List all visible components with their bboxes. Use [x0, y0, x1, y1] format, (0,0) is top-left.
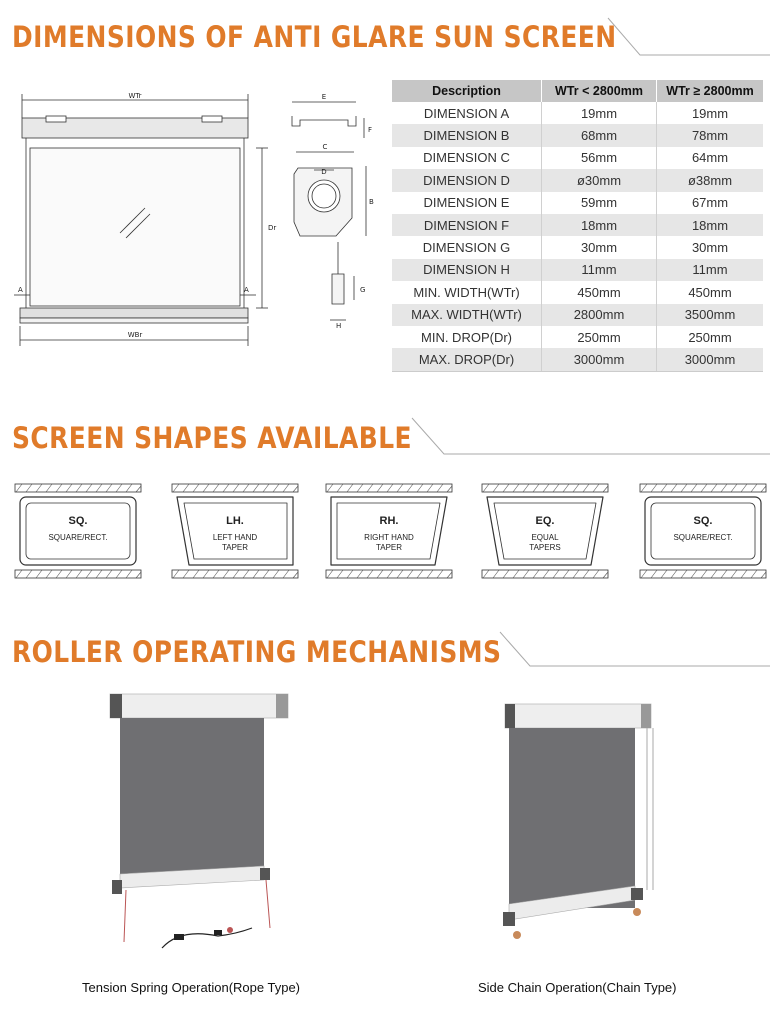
- row-label: DIMENSION D: [392, 169, 542, 191]
- label-wbr: WBr: [127, 331, 143, 339]
- row-value-large: 450mm: [688, 284, 732, 300]
- shape-equal-tapers: [481, 483, 609, 579]
- row-value-small: 450mm: [542, 281, 657, 303]
- shape-description: SQUARE/RECT.: [48, 533, 108, 542]
- row-value-small: 250mm: [542, 326, 657, 348]
- right-taper-shape-icon: [325, 483, 453, 579]
- rope-type-caption: Tension Spring Operation(Rope Type): [82, 980, 300, 995]
- label-g: G: [360, 286, 366, 294]
- row-value-large: 11mm: [657, 259, 764, 281]
- label-a-left: A: [18, 286, 23, 294]
- shape-code: EQ.: [535, 515, 555, 527]
- row-value-small: 68mm: [542, 124, 657, 146]
- label-a-right: A: [244, 286, 249, 294]
- table-row: [392, 304, 763, 326]
- row-value-large: 30mm: [691, 240, 729, 256]
- row-value-small: 59mm: [542, 192, 657, 214]
- table-row: [392, 147, 763, 169]
- table-row: [392, 348, 763, 371]
- square-shape-icon: [639, 483, 767, 579]
- row-value-large: 67mm: [691, 195, 729, 211]
- row-label: MIN. WIDTH(WTr): [392, 281, 542, 303]
- label-b: B: [369, 198, 374, 206]
- row-value-small: ø30mm: [542, 169, 657, 191]
- row-label: DIMENSION A: [392, 102, 542, 124]
- row-label: MAX. WIDTH(WTr): [392, 304, 542, 326]
- table-row: [392, 169, 763, 191]
- header-description: Description: [392, 80, 542, 102]
- row-label: DIMENSION G: [392, 236, 542, 258]
- square-shape-icon: [14, 483, 142, 579]
- label-dr: Dr: [268, 224, 277, 232]
- row-value-large: 3000mm: [657, 348, 764, 371]
- shape-square-1: [14, 483, 142, 579]
- shape-description: SQUARE/RECT.: [673, 533, 733, 542]
- shape-description: EQUAL TAPERS: [529, 533, 561, 552]
- shape-code: SQ.: [68, 515, 88, 527]
- technical-drawing: [0, 78, 390, 358]
- title-underline-1: [0, 0, 782, 70]
- table-header-row: [392, 80, 763, 102]
- chain-type-roller-illustration: [495, 690, 665, 950]
- shape-description: LEFT HAND TAPER: [212, 533, 258, 552]
- shape-code: SQ.: [693, 515, 713, 527]
- label-e: E: [321, 93, 327, 101]
- shape-right-hand-taper: [325, 483, 453, 579]
- row-value-small: 2800mm: [542, 304, 657, 326]
- row-value-small: 11mm: [542, 259, 657, 281]
- shape-code: RH.: [379, 515, 399, 527]
- header-large-width: WTr ≥ 2800mm: [657, 80, 764, 102]
- equal-taper-shape-icon: [481, 483, 609, 579]
- row-label: MIN. DROP(Dr): [392, 326, 542, 348]
- label-d: D: [321, 168, 327, 176]
- chain-type-caption: Side Chain Operation(Chain Type): [478, 980, 677, 995]
- row-value-large: 250mm: [688, 329, 732, 345]
- table-row: [392, 236, 763, 258]
- table-row: [392, 281, 763, 303]
- table-row: [392, 192, 763, 214]
- rope-type-roller-illustration: [100, 690, 300, 970]
- row-value-large: 18mm: [657, 214, 764, 236]
- row-label: DIMENSION F: [392, 214, 542, 236]
- table-row: [392, 259, 763, 281]
- row-value-small: 18mm: [542, 214, 657, 236]
- title-underline-2: [0, 400, 782, 470]
- row-label: DIMENSION C: [392, 147, 542, 169]
- shapes-section-title: SCREEN SHAPES AVAILABLE: [12, 421, 413, 455]
- title-underline-3: [0, 612, 782, 682]
- shape-code: LH.: [226, 515, 244, 527]
- table-row: [392, 102, 763, 124]
- shape-description: RIGHT HAND TAPER: [364, 533, 414, 552]
- row-value-small: 30mm: [542, 236, 657, 258]
- label-h: H: [336, 322, 342, 330]
- row-value-large: 78mm: [657, 124, 764, 146]
- label-f: F: [368, 126, 373, 134]
- dimensions-section-title: DIMENSIONS OF ANTI GLARE SUN SCREEN: [12, 20, 617, 54]
- row-label: DIMENSION E: [392, 192, 542, 214]
- row-label: DIMENSION H: [392, 259, 542, 281]
- table-row: [392, 124, 763, 146]
- row-value-large: 19mm: [691, 105, 729, 121]
- label-c: C: [322, 143, 328, 151]
- row-value-small: 56mm: [542, 147, 657, 169]
- left-taper-shape-icon: [171, 483, 299, 579]
- row-value-small: 3000mm: [542, 348, 657, 371]
- header-small-width: WTr < 2800mm: [542, 80, 657, 102]
- row-value-large: 3500mm: [657, 304, 764, 326]
- row-label: MAX. DROP(Dr): [392, 348, 542, 371]
- table-row: [392, 214, 763, 236]
- shape-left-hand-taper: [171, 483, 299, 579]
- table-row: [392, 326, 763, 348]
- mechanisms-section-title: ROLLER OPERATING MECHANISMS: [12, 635, 502, 669]
- row-value-small: 19mm: [542, 102, 657, 124]
- label-wtr: WTr: [128, 92, 142, 100]
- row-value-large: ø38mm: [657, 169, 764, 191]
- dimension-spec-table: [392, 80, 763, 372]
- row-label: DIMENSION B: [392, 124, 542, 146]
- row-value-large: 64mm: [691, 150, 729, 166]
- shape-square-2: [639, 483, 767, 579]
